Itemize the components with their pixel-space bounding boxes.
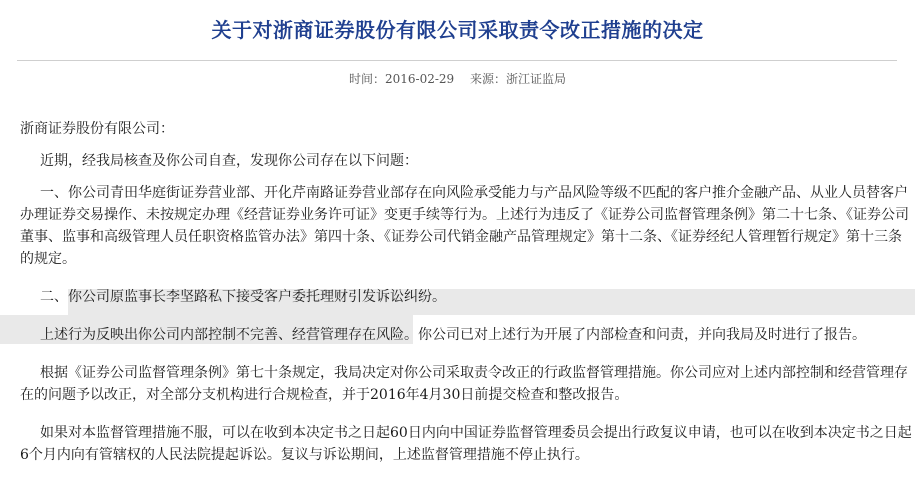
paragraph: 二、你公司原监事长李坚路私下接受客户委托理财引发诉讼纠纷。	[40, 289, 446, 305]
paragraph: 如果对本监督管理措施不服，可以在收到本决定书之日起60日内向中国证券监督管理委员会提出行政复议申请，也可以在收到本决定书之日起6个月内向有管辖权的人民法院提起诉讼。复议与诉讼期间，上述监督管理措施不停止执行。	[20, 425, 912, 463]
paragraph: 根据《证券公司监督管理条例》第七十条规定，我局决定对你公司采取责令改正的行政监督管理措施。你公司应对上述内部控制和经营管理存在的问题予以改正，对全部分支机构进行合规检查，并于2016年4月30日前提交检查和整改报告。	[20, 365, 908, 403]
addressee: 浙商证券股份有限公司：	[20, 121, 174, 137]
article-meta	[0, 70, 915, 87]
publish-time: 时间：2016-02-29	[348, 72, 455, 86]
paragraph: 近期，经我局核查及你公司自查，发现你公司存在以下问题：	[40, 153, 418, 169]
article-body	[20, 118, 912, 466]
title-divider	[17, 60, 897, 61]
page-title: 关于对浙商证券股份有限公司采取责令改正措施的决定	[211, 18, 704, 42]
publish-source: 来源：浙江证监局	[470, 72, 567, 86]
paragraph: 上述行为反映出你公司内部控制不完善、经营管理存在风险。你公司已对上述行为开展了内部检查和问责，并向我局及时进行了报告。	[40, 327, 866, 343]
paragraph: 一、你公司青田华庭街证券营业部、开化芹南路证券营业部存在向风险承受能力与产品风险等级不匹配的客户推介金融产品、从业人员替客户办理证券交易操作、未按规定办理《经营证券业务许可证》变更手续等行为。上述行为违反了《证券公司监督管理条例》第二十七条、《证券公司董事、监事和高级管理人员任职资格监管办法》第四十条、《证券公司代销金融产品管理规定》第十二条、《证券经纪人管理暂行规定》第十三条的规定。	[20, 185, 909, 267]
